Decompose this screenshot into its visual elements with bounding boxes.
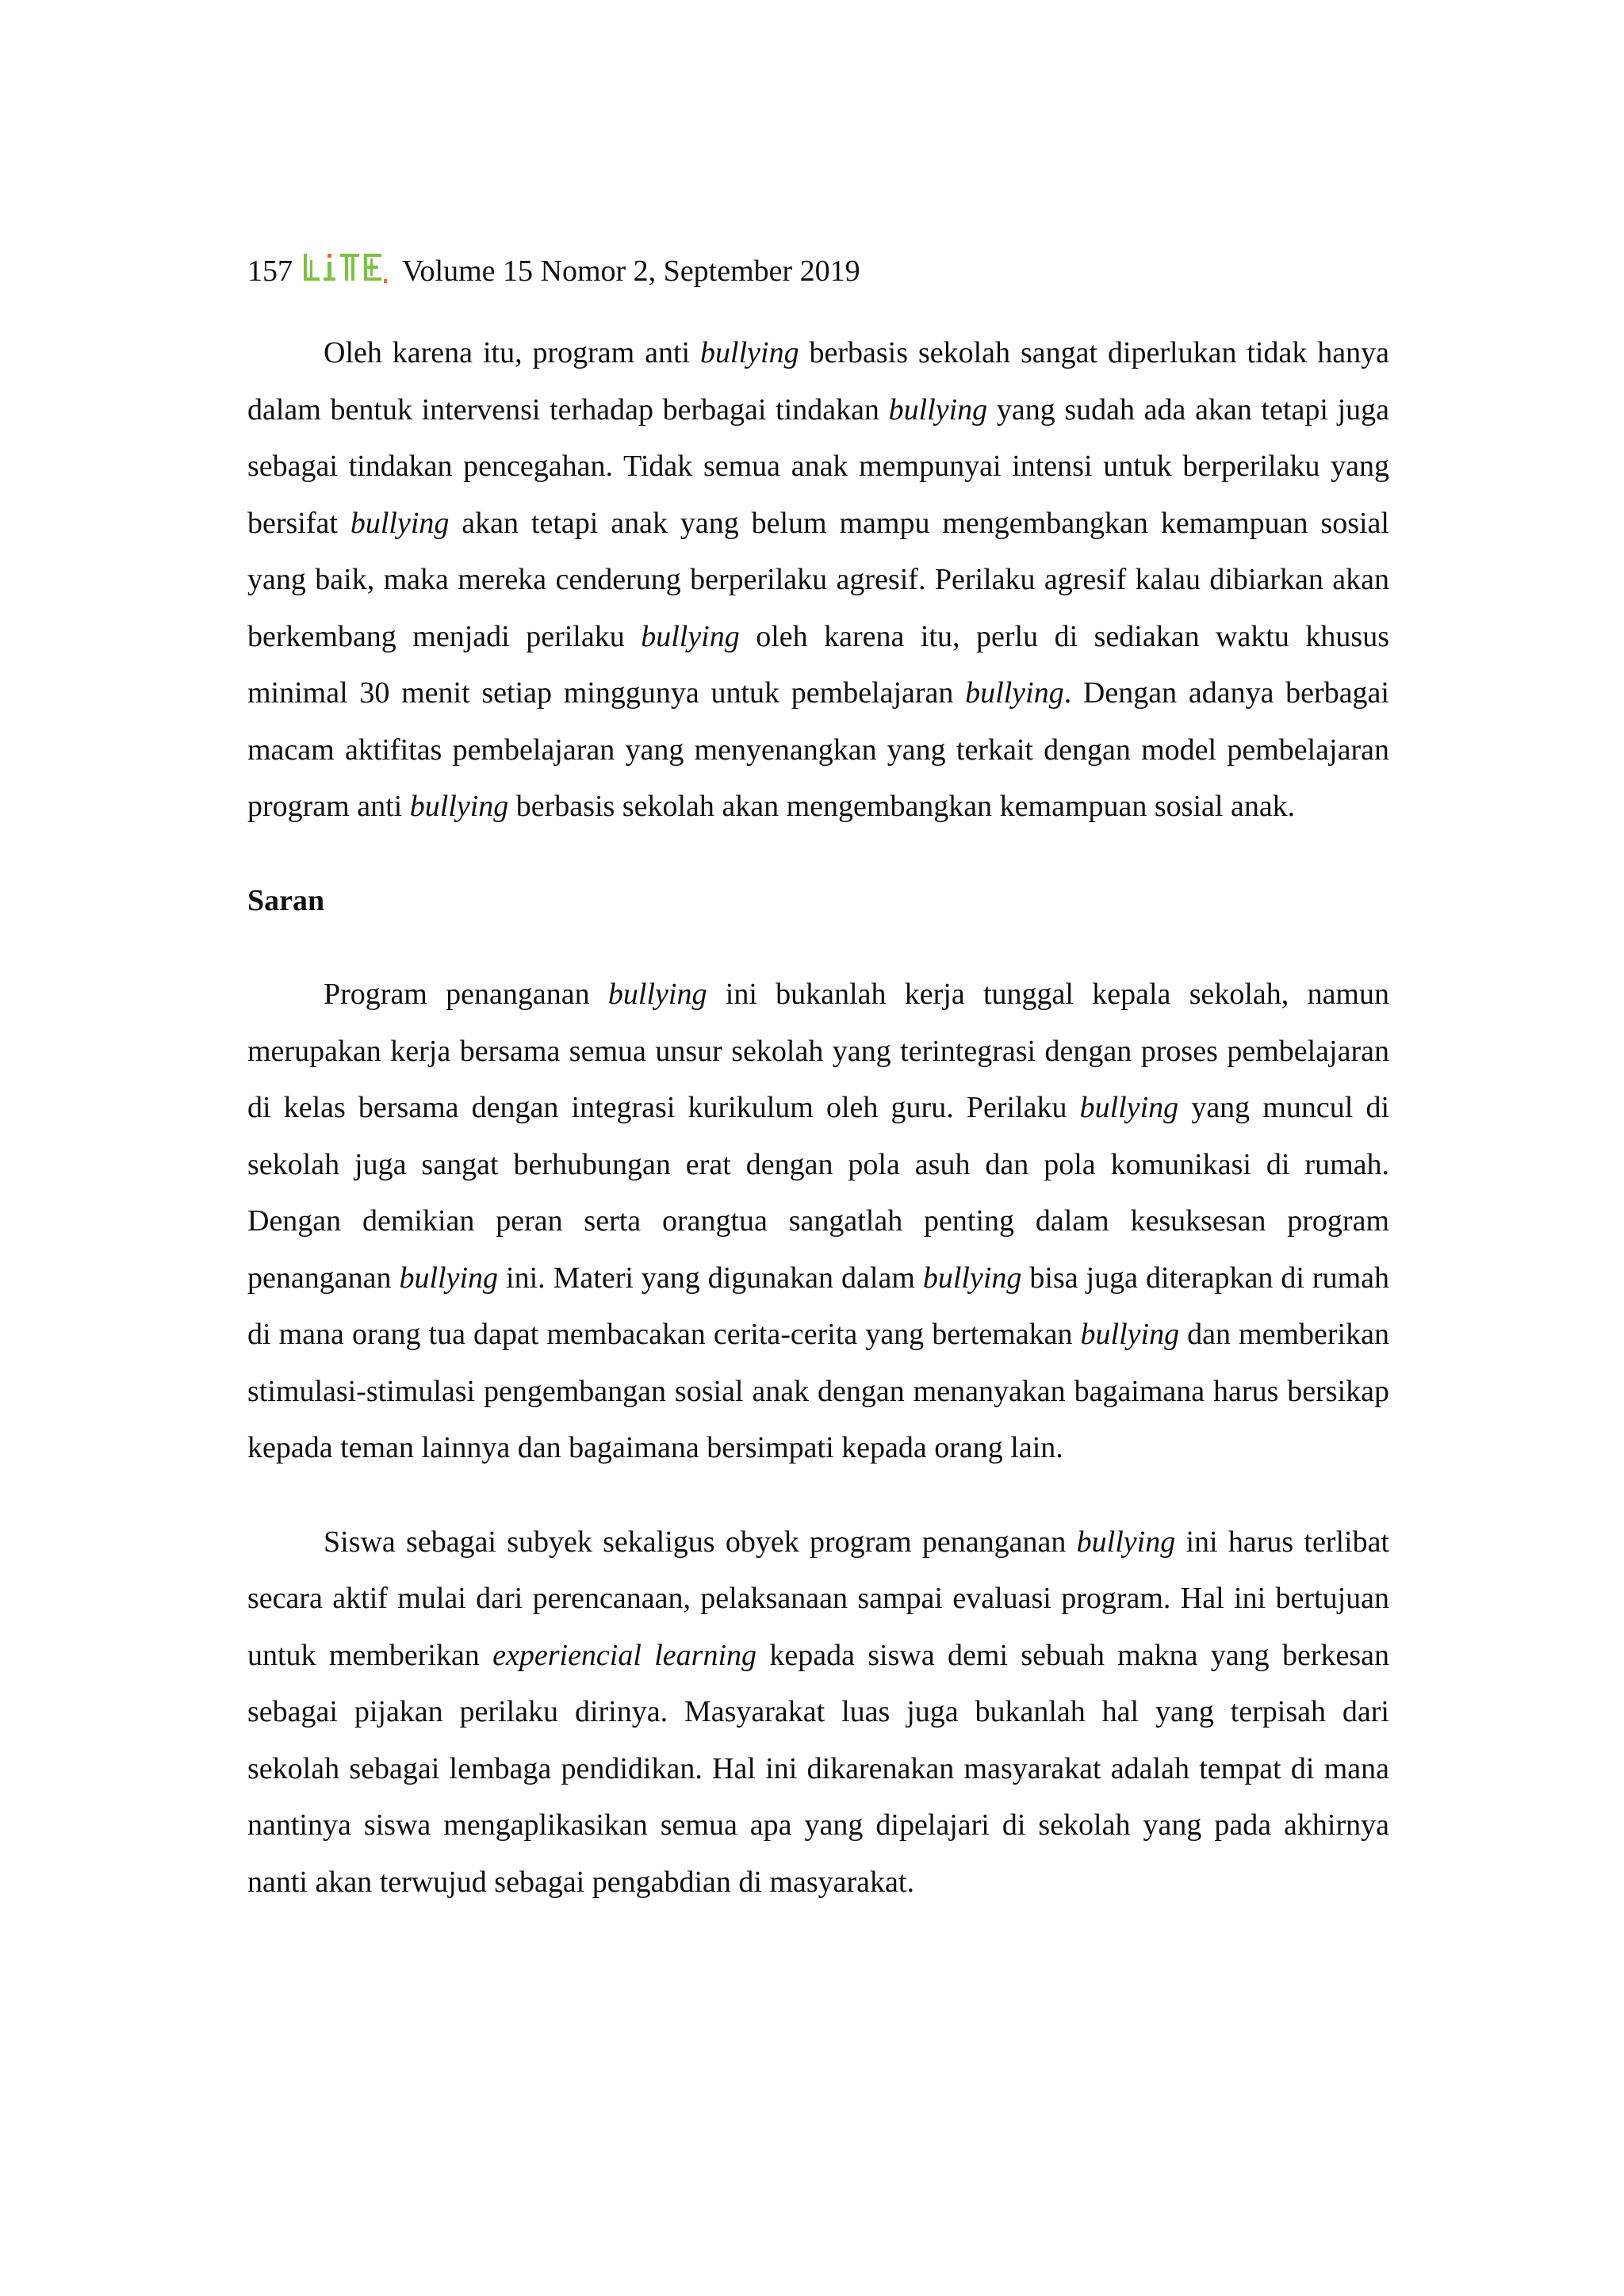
text-run: ini. Materi yang digunakan dalam bbox=[498, 1261, 923, 1295]
text-run: . Dengan adanya berbagai macam aktifitas pembelajaran yang menyenangkan yang terkait dengan model pembelajaran program anti bbox=[247, 676, 1389, 823]
text-run: berbasis sekolah sangat diperlukan tidak hanya dalam bentuk intervensi terhadap berbagai tindakan bbox=[247, 336, 1389, 427]
text-run: ini harus terlibat secara aktif mulai dari perencanaan, pelaksanaan sampai evaluasi program. Hal ini bertujuan untuk memberikan bbox=[247, 1525, 1390, 1672]
italic-term: bullying bbox=[888, 392, 988, 427]
italic-term: bullying bbox=[607, 978, 707, 1011]
journal-volume-info: Volume 15 Nomor 2, September 2019 bbox=[402, 254, 860, 288]
italic-term: bullying bbox=[409, 790, 509, 823]
text-run: akan tetapi anak yang belum mampu mengembangkan kemampuan sosial yang baik, maka mereka cenderung berperilaku agresif. Perilaku agresif kalau dibiarkan akan berkembang menjadi perilaku bbox=[247, 506, 1389, 653]
italic-term: experiencial learning bbox=[492, 1638, 757, 1672]
text-run: dan memberikan stimulasi-stimulasi pengembangan sosial anak dengan menanyakan bagaimana harus bersikap kepada teman lainnya dan bagaimana bersimpati kepada orang lain. bbox=[247, 1318, 1389, 1464]
text-run: yang muncul di sekolah juga sangat berhubungan erat dengan pola asuh dan pola komunikasi di rumah. Dengan demikian peran serta orangtua sangatlah penting dalam kesuksesan program penanganan bbox=[247, 1091, 1389, 1295]
italic-term: bullying bbox=[350, 506, 450, 540]
text-run: Siswa sebagai subyek sekaligus obyek program penanganan bbox=[324, 1525, 1077, 1559]
text-run: bisa juga diterapkan di rumah di mana orang tua dapat membacakan cerita-cerita yang bertemakan bbox=[247, 1261, 1390, 1351]
journal-logo-icon bbox=[302, 249, 389, 284]
italic-term: bullying bbox=[965, 676, 1064, 710]
text-run: Oleh karena itu, program anti bbox=[324, 336, 701, 369]
page-header bbox=[247, 249, 860, 293]
page-number: 157 bbox=[247, 254, 293, 288]
paragraph-conclusion bbox=[247, 325, 1389, 836]
text-run: berbasis sekolah akan mengembangkan kemampuan sosial anak. bbox=[508, 790, 1296, 823]
italic-term: bullying bbox=[1080, 1318, 1180, 1351]
paragraph-saran-1 bbox=[247, 966, 1389, 1477]
italic-term: bullying bbox=[700, 336, 799, 369]
paragraph-saran-2 bbox=[247, 1514, 1389, 1911]
section-heading-saran: Saran bbox=[247, 883, 325, 917]
italic-term: bullying bbox=[1076, 1525, 1176, 1559]
italic-term: bullying bbox=[641, 619, 740, 653]
text-run: ini bukanlah kerja tunggal kepala sekolah, namun merupakan kerja bersama semua unsur sekolah yang terintegrasi dengan proses pembelajaran di kelas bersama dengan integrasi kurikulum oleh guru. Perilaku bbox=[247, 978, 1389, 1124]
italic-term: bullying bbox=[1079, 1091, 1179, 1124]
text-run: kepada siswa demi sebuah makna yang berkesan sebagai pijakan perilaku dirinya. Masyarakat luas juga bukanlah hal yang terpisah dari sekolah sebagai lembaga pendidikan. Hal ini dikarenakan masyarakat adalah tempat di mana nantinya siswa mengaplikasikan semua apa yang dipelajari di sekolah yang pada akhirnya nanti akan terwujud sebagai pengabdian di masyarakat. bbox=[247, 1638, 1389, 1899]
article-body bbox=[247, 325, 1389, 1911]
text-run: yang sudah ada akan tetapi juga sebagai tindakan pencegahan. Tidak semua anak mempunyai intensi untuk berperilaku yang bersifat bbox=[247, 392, 1389, 540]
italic-term: bullying bbox=[922, 1261, 1022, 1295]
journal-logo bbox=[302, 249, 389, 284]
text-run: oleh karena itu, perlu di sediakan waktu khusus minimal 30 menit setiap minggunya untuk pembelajaran bbox=[247, 619, 1389, 710]
text-run: Program penanganan bbox=[324, 978, 608, 1011]
italic-term: bullying bbox=[399, 1261, 499, 1295]
